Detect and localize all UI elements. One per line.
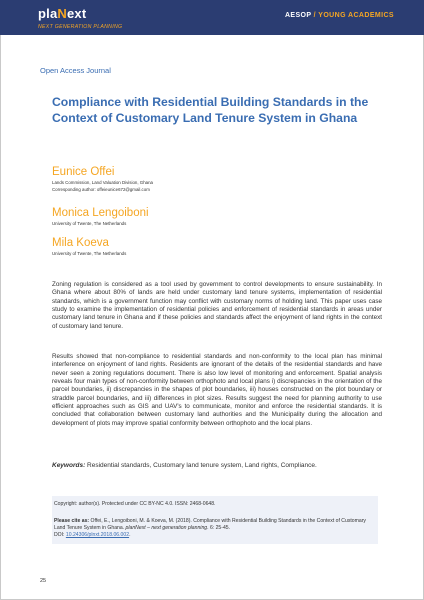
author-name: Mila Koeva xyxy=(52,237,109,249)
keywords-label: Keywords: xyxy=(52,462,86,469)
doi-suffix: . xyxy=(129,531,131,538)
author-affiliation: University of Twente, The Netherlands xyxy=(52,221,127,226)
author-affiliation: University of Twente, The Netherlands xyxy=(52,251,127,256)
journal-series-right: YOUNG ACADEMICS xyxy=(318,12,394,19)
author-name: Eunice Offei xyxy=(52,166,115,178)
doi-link[interactable]: 10.24306/plnxt.2018.06.002 xyxy=(65,531,130,538)
citation-tail: . 6: 25-45. xyxy=(207,524,231,531)
paper-title: Compliance with Residential Building Standards in the Context of Customary Land Tenure System in Ghana xyxy=(52,95,369,125)
citation-journal: planNext – next generation planning xyxy=(125,524,208,531)
author-block xyxy=(52,165,382,193)
page-number: 25 xyxy=(40,578,47,584)
citation-text: Offei, E., Lengoiboni, M. & Koeva, M. (2018). Compliance with Residential Building Standards in the Context of Customary Land Tenure System in Ghana. xyxy=(54,518,366,531)
abstract-text: Zoning regulation is considered as a tool used by government to control developments to ensure sustainability. In Ghana where about 80% of lands are held under customary land tenure systems, implementation of residential standards, which is a government function may conflict with customary norms of holding land. This paper uses case study to examine the implementation of residential policies and enforcement of residential standards in areas under customary land tenure in Ghana and if these policies and standards affect the enjoyment of land rights in the context of customary land tenure. xyxy=(52,281,382,330)
author-affiliation: Lands Commission, Land Valuation Division, Ghana xyxy=(52,180,153,185)
logo-prefix: pla xyxy=(38,6,58,21)
journal-series-sep: / xyxy=(311,12,319,19)
citation xyxy=(54,518,376,538)
author-name: Monica Lengoiboni xyxy=(52,207,149,219)
journal-header xyxy=(0,0,424,35)
author-block xyxy=(52,206,382,227)
author-block xyxy=(52,236,382,257)
logo-accent: N xyxy=(57,6,67,21)
journal-tagline: NEXT GENERATION PLANNING xyxy=(38,24,123,30)
doi-prefix: DOI: xyxy=(54,531,66,538)
abstract-paragraph xyxy=(52,281,382,331)
logo-suffix: ext xyxy=(66,6,87,21)
copyright-notice: Copyright: author(s). Protected under CC BY-NC 4.0. ISSN: 2468-0648. xyxy=(54,501,216,507)
abstract-text: Results showed that non-compliance to residential standards and non-conformity to the local plan has minimal interference on enjoyment of land rights. Residents are ignorant of the details of the residential standards and have never seen a zoning regulations document. There is also low level of monitoring and enforcement. Spatial analysis reveals four main types of non-conformity between orthophoto and local plans i) discrepancies in the orientation of the parcel boundaries, ii) discrepancies in the shapes of plot boundaries, iii) houses constructed on the plot boundary or straddle parcel boundaries, and iii) differences in plot sizes. Results suggest the need for planning authority to use efficient approaches such as GIS and UAV's to communicate, monitor and enforce the residential standards. It is concluded that collaboration between customary land authorities and the Municipality during the allocation and development of plots may improve spatial conformity between orthophoto and the local plans. xyxy=(52,353,382,427)
journal-logo xyxy=(38,7,86,21)
open-access-label: Open Access Journal xyxy=(40,66,111,75)
keywords xyxy=(52,461,382,470)
citation-label: Please cite as: xyxy=(54,518,90,524)
keywords-text: Residential standards, Customary land tenure system, Land rights, Compliance. xyxy=(85,462,317,469)
journal-series xyxy=(285,11,394,20)
journal-series-left: AESOP xyxy=(284,12,312,19)
corresponding-author: Corresponding author: offeieunice672@gmail.com xyxy=(52,187,150,192)
abstract-paragraph xyxy=(52,353,382,428)
